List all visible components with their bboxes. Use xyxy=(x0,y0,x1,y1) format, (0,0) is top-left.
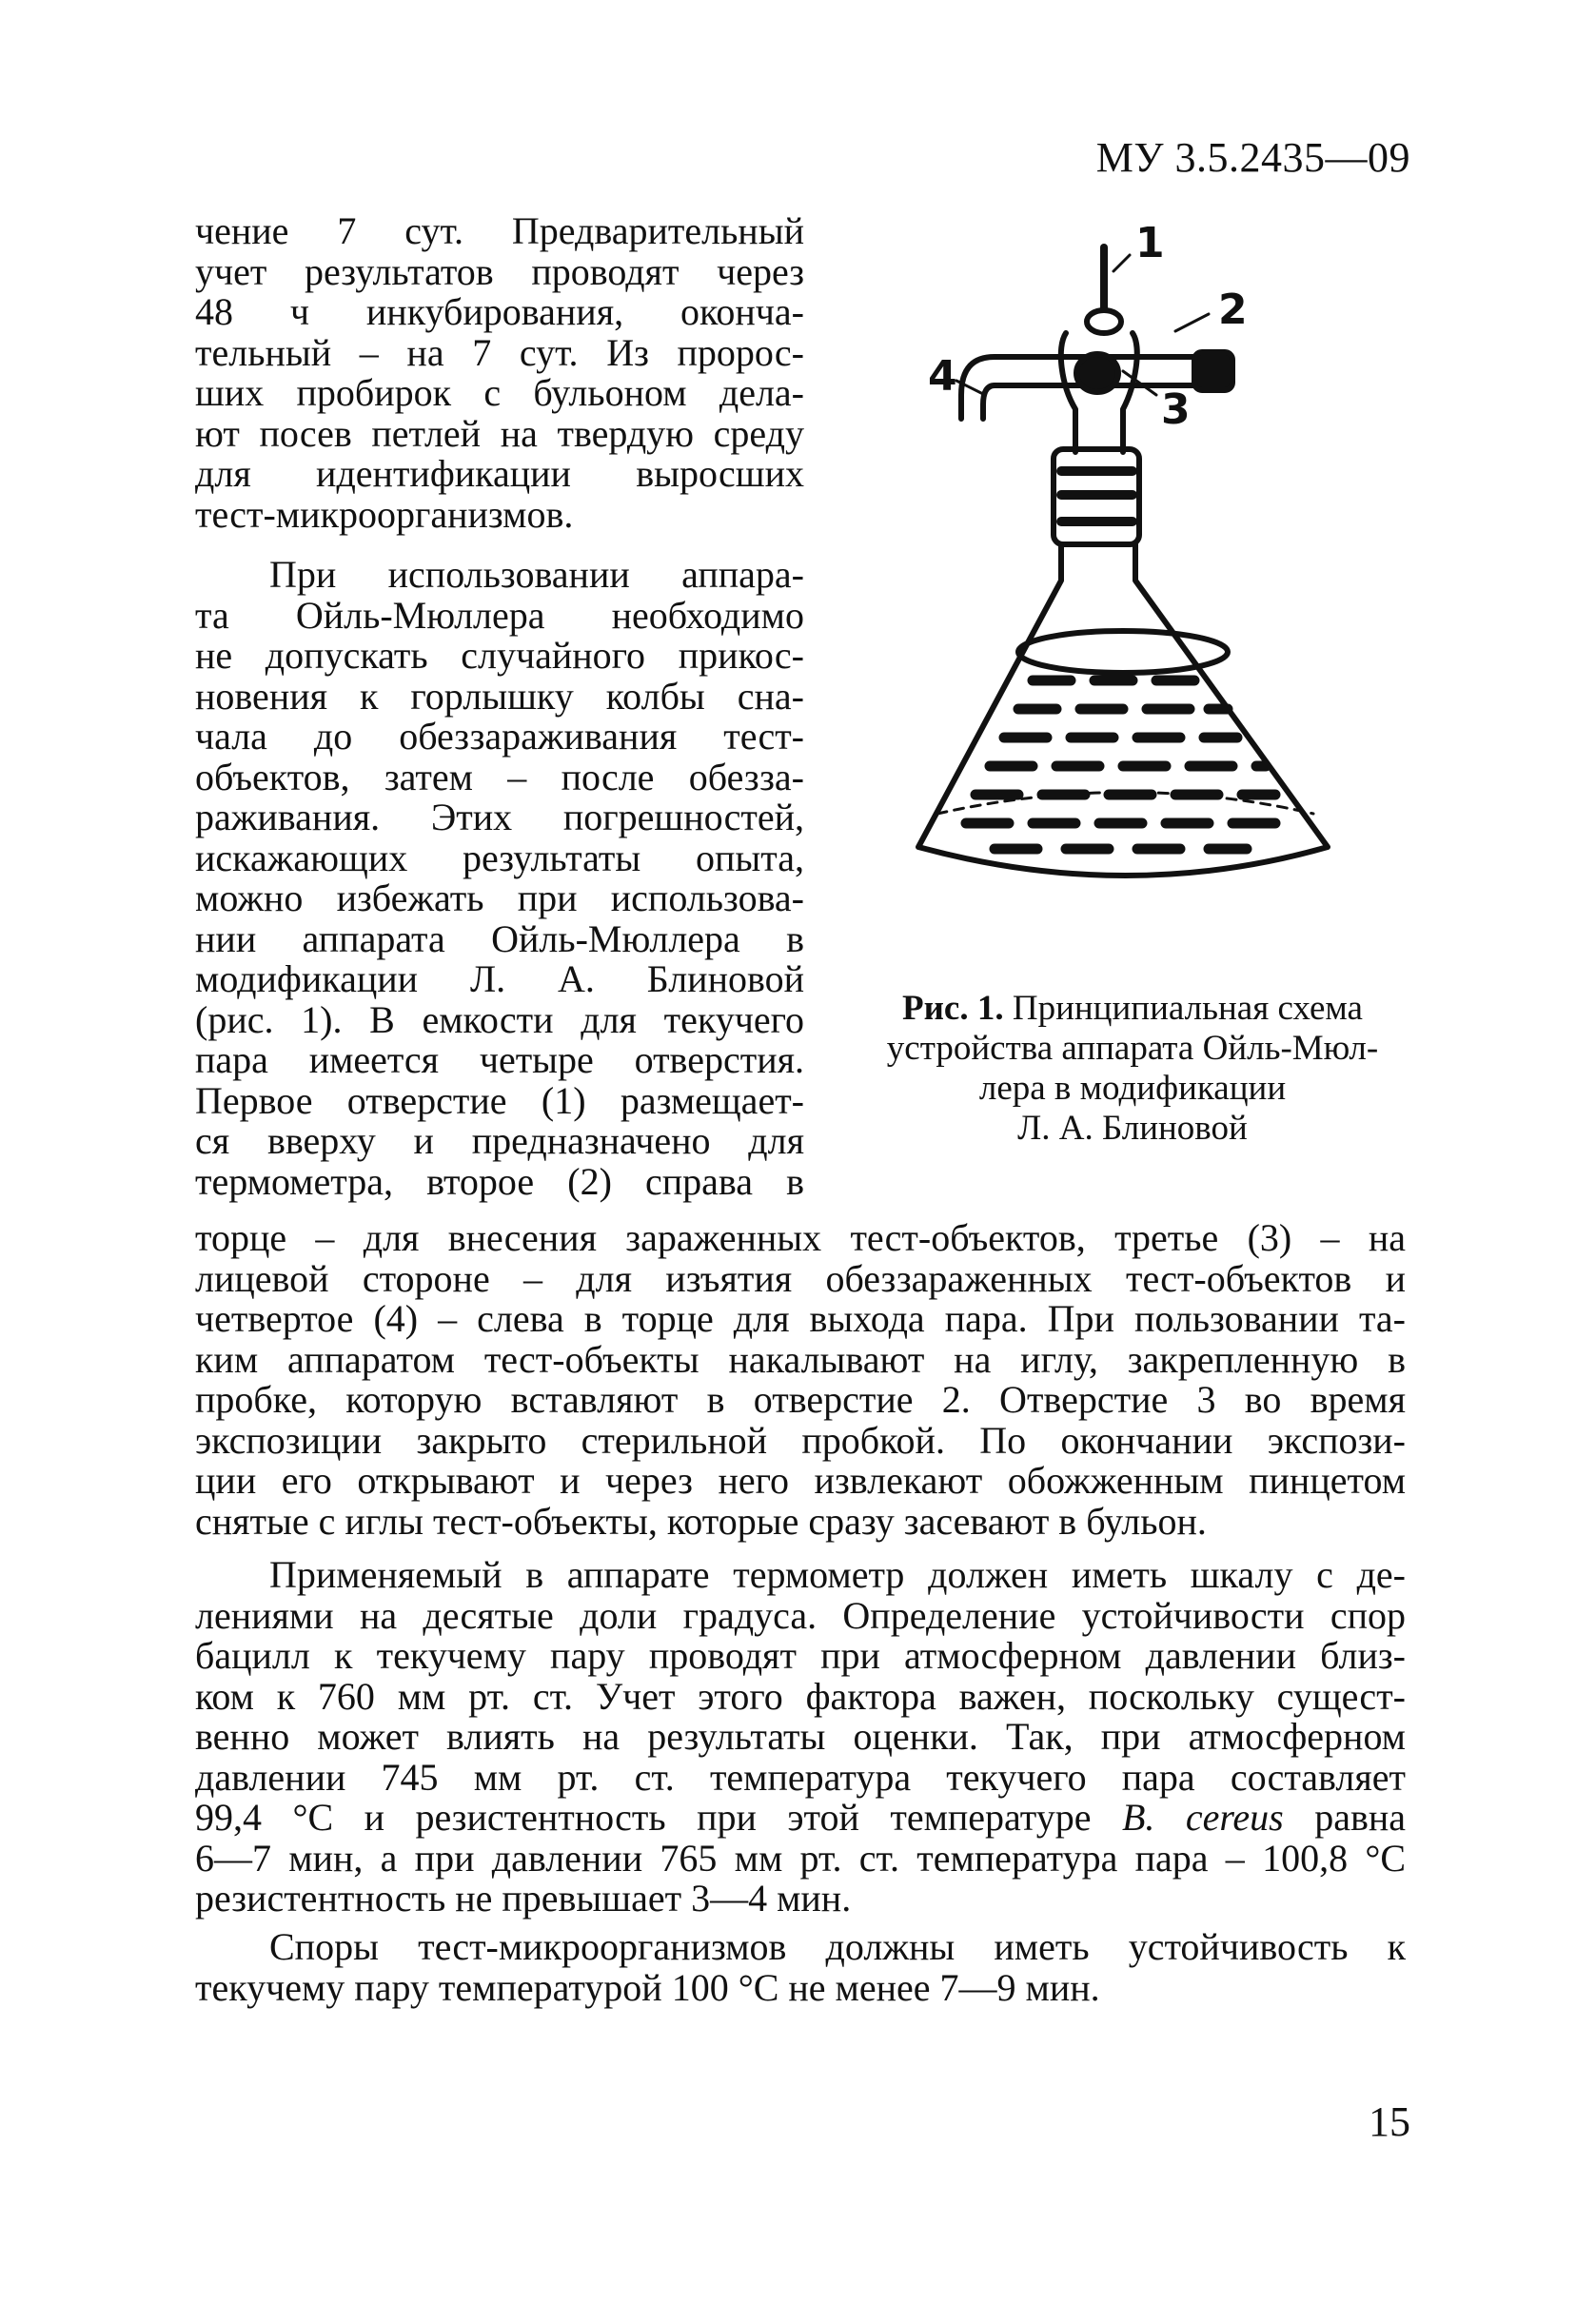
steam-outlet xyxy=(961,357,995,419)
caption-line: Л. А. Блиновой xyxy=(1017,1109,1248,1148)
text-line: давлении 745 мм рт. ст. температура текучего пара составляет xyxy=(195,1755,1406,1799)
label-4: 4 xyxy=(928,352,957,401)
text-line: ших пробирок с бульоном дела- xyxy=(195,371,804,414)
text-line: нии аппарата Ойль-Мюллера в xyxy=(195,916,804,960)
text-line: венно может влиять на результаты оценки. Так, при атмосферном xyxy=(195,1715,1406,1758)
paragraph-1 xyxy=(195,211,804,535)
text-line: модификации Л. А. Блиновой xyxy=(195,957,804,1000)
species-name: B. cereus xyxy=(1121,1796,1284,1839)
text-line: Споры тест-микроорганизмов должны иметь устойчивость к xyxy=(269,1925,1406,1968)
text-line: ции его открывают и через него извлекают обожженным пинцетом xyxy=(195,1459,1406,1502)
paragraph-2 xyxy=(195,555,804,1202)
label-1: 1 xyxy=(1135,219,1165,267)
text-line: чала до обеззараживания тест- xyxy=(195,715,804,758)
text-line: (рис. 1). В емкости для текучего xyxy=(195,997,804,1041)
text-line: лицевой стороне – для изъятия обеззараженных тест-объектов и xyxy=(195,1256,1406,1300)
leader-line-1 xyxy=(1113,255,1130,271)
top-fitting xyxy=(1087,310,1121,333)
text-line: резистентность не превышает 3—4 мин. xyxy=(195,1877,852,1920)
apparatus-figure xyxy=(880,219,1375,942)
text-line: тест-микроорганизмов. xyxy=(195,492,574,536)
text-line: термометра, второе (2) справа в xyxy=(195,1159,804,1203)
center-valve xyxy=(1076,354,1118,392)
paragraph-4 xyxy=(195,1555,1406,1920)
text-line: снятые с иглы тест-объекты, которые сразу засевают в бульон. xyxy=(195,1499,1207,1543)
text-line: ся вверху и предназначено для xyxy=(195,1119,804,1162)
text-line: ют посев петлей на твердую среду xyxy=(195,411,804,455)
text-line: объектов, затем – после обезза- xyxy=(195,755,804,798)
page-number: 15 xyxy=(1369,2098,1410,2145)
text-line: лениями на десятые доли градуса. Определение устойчивости спор xyxy=(195,1593,1406,1637)
text-line: экспозиции закрыто стерильной пробкой. По окончании экспози- xyxy=(195,1418,1406,1462)
right-plug xyxy=(1194,352,1232,390)
liquid-surface xyxy=(1018,631,1228,673)
text-line: можно избежать при использова- xyxy=(195,876,804,919)
text-line: 99,4 °С и резистентность при этой температуре B. cereus равна xyxy=(195,1796,1406,1839)
text-line: искажающих результаты опыта, xyxy=(195,836,804,879)
text-line: четвертое (4) – слева в торце для выхода пара. При пользовании та- xyxy=(195,1297,1406,1340)
caption-line: Рис. 1. Принципиальная схема xyxy=(902,989,1363,1028)
figure-caption xyxy=(837,989,1428,1149)
text-line: текучему пару температурой 100 °С не менее 7—9 мин. xyxy=(195,1965,1100,2009)
text-line: учет результатов проводят через xyxy=(195,249,804,293)
text-line: пробке, которую вставляют в отверстие 2. Отверстие 3 во время xyxy=(195,1378,1406,1421)
text-line: для идентификации выросших xyxy=(195,452,804,495)
label-3: 3 xyxy=(1161,385,1191,434)
paragraph-3 xyxy=(195,1218,1406,1542)
text-line: Первое отверстие (1) размещает- xyxy=(195,1078,804,1122)
caption-prefix: Рис. 1. xyxy=(902,989,1004,1028)
text-line: тельный – на 7 сут. Из пророс- xyxy=(195,330,804,374)
text-line: Применяемый в аппарате термометр должен иметь шкалу с де- xyxy=(269,1553,1406,1596)
label-2: 2 xyxy=(1218,286,1248,334)
text-line: пара имеется четыре отверстия. xyxy=(195,1038,804,1081)
text-line: торце – для внесения зараженных тест-объектов, третье (3) – на xyxy=(195,1216,1406,1259)
text-line: 6—7 мин, а при давлении 765 мм рт. ст. температура пара – 100,8 °С xyxy=(195,1836,1406,1880)
text-line: раживания. Этих погрешностей, xyxy=(195,796,804,838)
text-line: При использовании аппара- xyxy=(269,553,804,596)
text-line: не допускать случайного прикос- xyxy=(195,634,804,677)
text-line: ком к 760 мм рт. ст. Учет этого фактора важен, поскольку сущест- xyxy=(195,1674,1406,1718)
text-line: новения к горлышку колбы сна- xyxy=(195,674,804,718)
stopper-bands xyxy=(1061,471,1133,522)
paragraph-5 xyxy=(195,1927,1406,2008)
liquid-fill xyxy=(966,680,1275,849)
caption-line: лера в модификации xyxy=(978,1069,1287,1108)
document-code: МУ 3.5.2435—09 xyxy=(1095,134,1410,181)
leader-line-2 xyxy=(1175,314,1209,331)
caption-line: устройства аппарата Ойль-Мюл- xyxy=(886,1029,1379,1068)
text-line: 48 ч инкубирования, оконча- xyxy=(195,290,804,333)
text-line: ким аппаратом тест-объекты накалывают на иглу, закрепленную в xyxy=(195,1337,1406,1381)
text-line: чение 7 сут. Предварительный xyxy=(195,209,804,252)
text-line: та Ойль-Мюллера необходимо xyxy=(195,593,804,637)
text-line: бацилл к текучему пару проводят при атмосферном давлении близ- xyxy=(195,1634,1406,1677)
